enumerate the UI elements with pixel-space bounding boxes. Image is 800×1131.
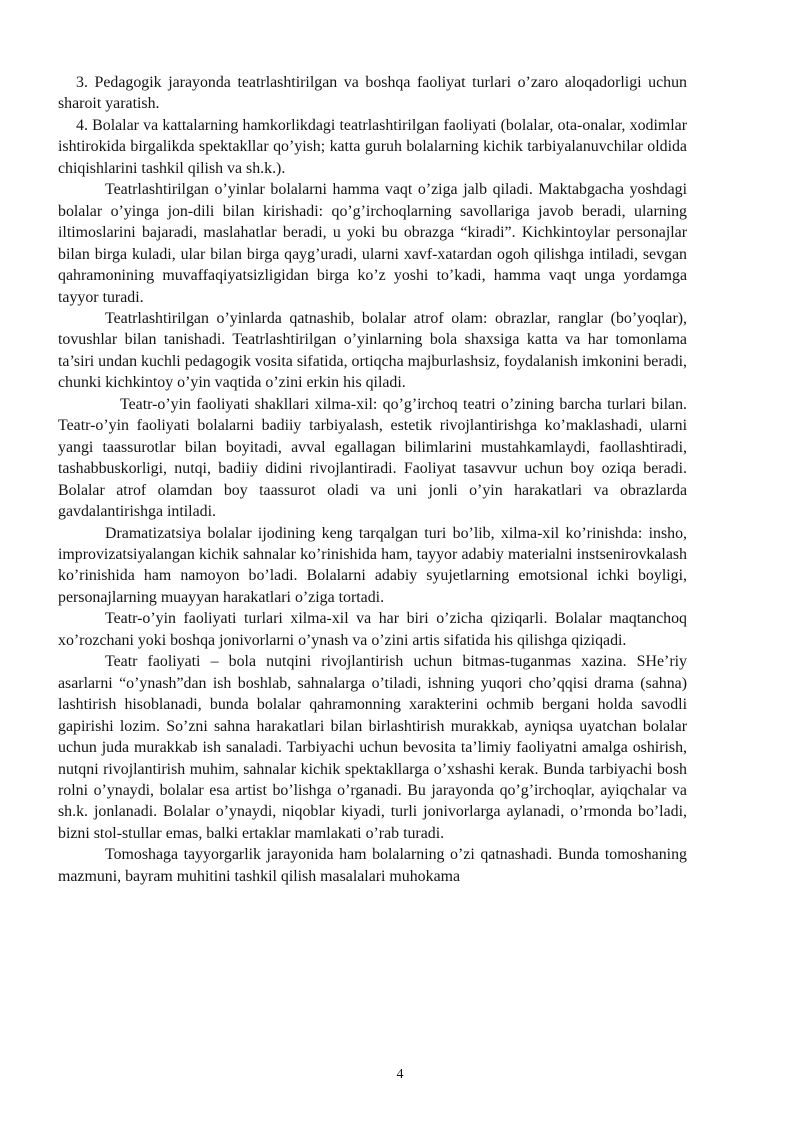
- paragraph: Teatr-o’yin faoliyati turlari xilma-xil va har biri o’zicha qiziqarli. Bolalar maqtanchoq xo’rozchani yoki boshqa jonivorlarni o’ynash va o’zini artis sifatida his qilishga qiziqadi.: [58, 610, 687, 649]
- paragraph: Teatr faoliyati – bola nutqini rivojlantirish uchun bitmas-tuganmas xazina. SHe’riy asarlarni “o’ynash”dan ish boshlab, sahnalarga o’tiladi, ishning yuqori cho’qqisi drama (sahna) lashtirish hisoblanadi, bunda bolalar qahramonning xarakterini ochmib bergani holda savodli gapirishi lozim. So’zni sahna harakatlari bilan birlashtirish murakkab, ayniqsa uyatchan bolalar uchun juda murakkab ish sanaladi. Tarbiyachi uchun bevosita ta’limiy faoliyatni amalga oshirish, nutqni rivojlantirish muhim, sahnalar kichik spektakllarga o’xshashi kerak. Bunda tarbiyachi bosh rolni o’ynaydi, bolalar esa artist bo’lishga o’rganadi. Bu jarayonda qo’g’irchoqlar, ayiqchalar va sh.k. jonlanadi. Bolalar o’ynaydi, niqoblar kiyadi, turli jonivorlarga aylanadi, o’rmonda bo’ladi, bizni stol-stullar emas, balki ertaklar mamlakati o’rab turadi.: [58, 653, 687, 842]
- paragraph: Teatrlashtirilgan o’yinlarda qatnashib, bolalar atrof olam: obrazlar, ranglar (bo’yoqlar), tovushlar bilan tanishadi. Teatrlashtirilgan o’yinlarning bola shaxsiga katta va har tomonlama ta’siri undan kuchli pedagogik vosita sifatida, ortiqcha majburlashsiz, foydalanish imkonini beradi, chunki kichkintoy o’yin vaqtida o’zini erkin his qiladi.: [58, 309, 687, 392]
- paragraph: Teatr-o’yin faoliyati shakllari xilma-xil: qo’g’irchoq teatri o’zining barcha turlari bilan. Teatr-o’yin faoliyati bolalarni badiiy tarbiyalash, estetik rivojlantirishga ko’maklashadi, ularni yangi taassurotlar bilan boyitadi, avval egallagan bilimlarini mustahkamlaydi, faollashtiradi, tashabbuskorligi, nutqi, badiiy didini rivojlantiradi. Faoliyat tasavvur uchun boy oziqa beradi. Bolalar atrof olamdan boy taassurot oladi va uni jonli o’yin harakatlari va obrazlarda gavdalantirishga intiladi.: [58, 395, 687, 521]
- paragraph: Teatrlashtirilgan o’yinlar bolalarni hamma vaqt o’ziga jalb qiladi. Maktabgacha yoshdagi bolalar o’yinga jon-dili bilan kirishadi: qo’g’irchoqlarning savollariga javob beradi, ularning iltimoslarini bajaradi, maslahatlar beradi, u yoki bu obrazga “kiradi”. Kichkintoylar personajlar bilan birga kuladi, ular bilan birga qayg’uradi, ularni xavf-xatardan ogoh qilishga intiladi, sevgan qahramonining muvaffaqiyatsizligidan birga ko’z yoshi to’kadi, hamma vaqt unga yordamga tayyor turadi.: [58, 181, 687, 306]
- page-number: 4: [396, 1067, 404, 1082]
- paragraph: Tomoshaga tayyorgarlik jarayonida ham bolalarning o’zi qatnashadi. Bunda tomoshaning mazmuni, bayram muhitini tashkil qilish masalalari muhokama: [58, 846, 687, 885]
- list-item-4: 4. Bolalar va kattalarning hamkorlikdagi teatrlashtirilgan faoliyati (bolalar, ota-onalar, xodimlar ishtirokida birgalikda spektakllar qo’yish; katta guruh bolalarning kichik tarbiyalanuvchilar oldida chiqishlarini tashkil qilish va sh.k.).: [58, 116, 687, 177]
- paragraph: Dramatizatsiya bolalar ijodining keng tarqalgan turi bo’lib, xilma-xil ko’rinishda: insho, improvizatsiyalangan kichik sahnalar ko’rinishida ham, tayyor adabiy materialni instsenirovkalash ko’rinishida ham namoyon bo’ladi. Bolalarni adabiy syujetlarning emotsional ichki boyligi, personajlarning muayyan harakatlari o’ziga tortadi.: [58, 524, 687, 606]
- page-body: [58, 72, 687, 887]
- list-item-3: 3. Pedagogik jarayonda teatrlashtirilgan va boshqa faoliyat turlari o’zaro aloqadorligi uchun sharoit yaratish.: [58, 74, 687, 113]
